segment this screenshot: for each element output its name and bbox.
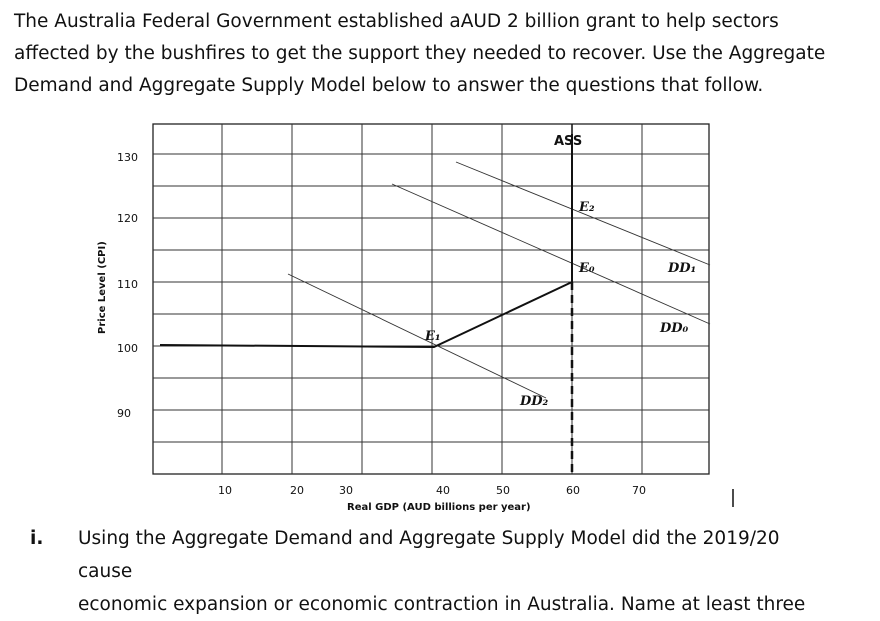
- plot-frame: [153, 124, 709, 474]
- x-tick-60: 60: [566, 484, 580, 497]
- question-text: [78, 522, 838, 621]
- x-tick-30: 30: [339, 484, 353, 497]
- dd1-label: DD₁: [668, 261, 697, 276]
- ass-label: ASS: [554, 134, 583, 149]
- intro-line-3: Demand and Aggregate Supply Model below to answer the questions that follow.: [14, 75, 764, 96]
- y-axis-title: Price Level (CPI): [97, 241, 108, 334]
- question-number: i.: [30, 528, 44, 549]
- x-tick-10: 10: [218, 484, 232, 497]
- dd2-label: DD₂: [520, 394, 549, 409]
- y-tick-100: 100: [117, 342, 138, 355]
- dd2-curve: [288, 274, 546, 398]
- intro-line-2: affected by the bushfires to get the support they needed to recover. Use the Aggregate: [14, 43, 826, 64]
- e0-label: E₀: [579, 261, 595, 276]
- x-tick-20: 20: [290, 484, 304, 497]
- grid-lines: [153, 124, 709, 474]
- x-axis-title: Real GDP (AUD billions per year): [347, 502, 531, 513]
- dd0-label: DD₀: [660, 321, 689, 336]
- question-line-2: economic expansion or economic contraction in Australia. Name at least three: [78, 594, 806, 615]
- question-line-1: Using the Aggregate Demand and Aggregate Supply Model did the 2019/20 cause: [78, 528, 780, 582]
- y-tick-120: 120: [117, 212, 138, 225]
- y-tick-90: 90: [117, 407, 131, 420]
- y-tick-110: 110: [117, 278, 138, 291]
- y-tick-130: 130: [117, 151, 138, 164]
- intro-line-1: The Australia Federal Government established aAUD 2 billion grant to help sectors: [14, 11, 779, 32]
- e2-label: E₂: [579, 200, 595, 215]
- x-tick-40: 40: [436, 484, 450, 497]
- e1-label: E₁: [425, 329, 441, 344]
- x-tick-70: 70: [632, 484, 646, 497]
- dd0-curve: [392, 184, 710, 324]
- x-tick-50: 50: [496, 484, 510, 497]
